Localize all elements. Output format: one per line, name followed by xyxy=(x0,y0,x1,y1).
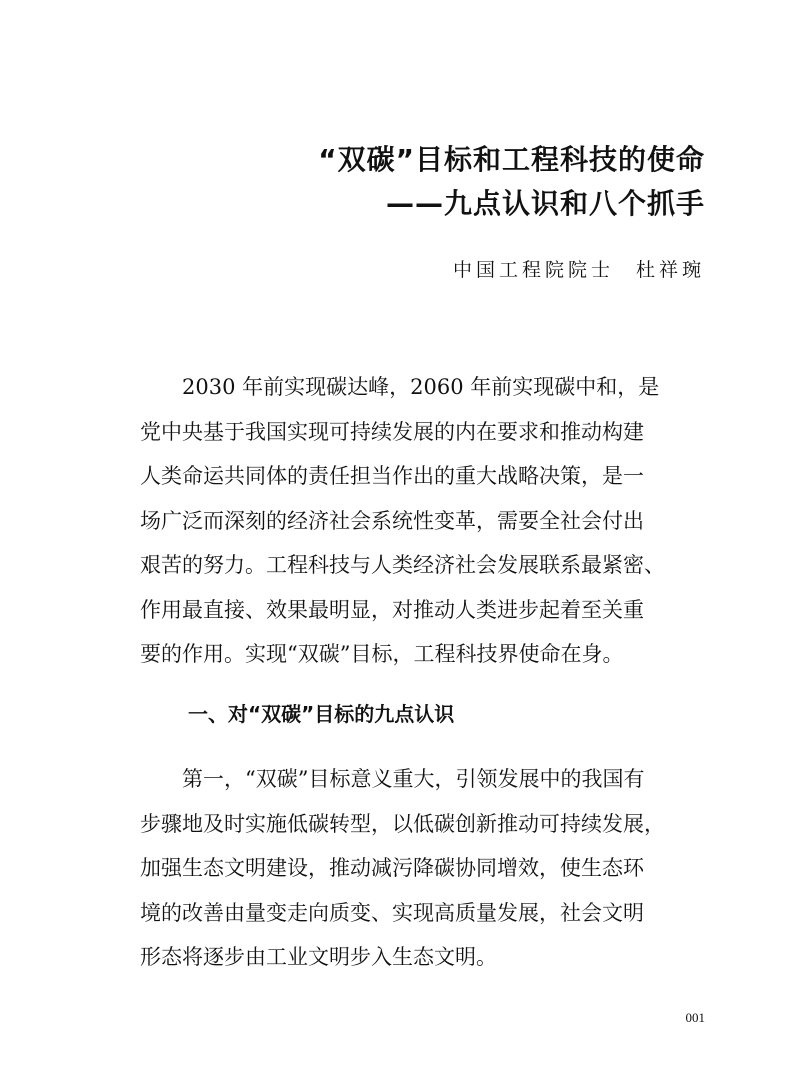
paragraph-line: 艰苦的努力。工程科技与人类经济社会发展联系最紧密、 xyxy=(140,553,665,577)
author-name: 杜祥琬 xyxy=(635,259,705,281)
paragraph-line: 第一，“双碳”目标意义重大，引领发展中的我国有 xyxy=(140,767,645,791)
title-subtitle: ——九点认识和八个抓手 xyxy=(385,187,705,220)
page-number: 001 xyxy=(685,1010,705,1025)
paragraph-line: 作用最直接、效果最明显，对推动人类进步起着至关重 xyxy=(140,597,644,622)
paragraph-line: 人类命运共同体的责任担当作出的重大战略决策，是一 xyxy=(140,464,644,488)
author-line xyxy=(453,255,705,282)
paragraph-line: 2030 年前实现碳达峰，2060 年前实现碳中和，是 xyxy=(140,375,660,399)
intro-paragraph xyxy=(140,365,708,677)
paragraph-line: 场广泛而深刻的经济社会系统性变革，需要全社会付出 xyxy=(140,508,644,533)
paragraph-line: 步骤地及时实施低碳转型，以低碳创新推动可持续发展， xyxy=(140,811,665,836)
paragraph-line: 形态将逐步由工业文明步入生态文明。 xyxy=(140,945,497,969)
paragraph-line: 加强生态文明建设，推动减污降碳协同增效，使生态环 xyxy=(140,856,644,880)
author-affiliation: 中国工程院院士 xyxy=(452,259,614,281)
section-heading: 一、对“双碳”目标的九点认识 xyxy=(188,702,455,726)
paragraph-line: 要的作用。实现“双碳”目标，工程科技界使命在身。 xyxy=(140,642,624,666)
chapter-title xyxy=(318,140,705,224)
section-paragraph xyxy=(140,757,708,980)
paragraph-line: 境的改善由量变走向质变、实现高质量发展，社会文明 xyxy=(140,900,644,925)
paragraph-line: 党中央基于我国实现可持续发展的内在要求和推动构建 xyxy=(140,419,644,444)
title-main: “双碳”目标和工程科技的使命 xyxy=(318,143,705,176)
